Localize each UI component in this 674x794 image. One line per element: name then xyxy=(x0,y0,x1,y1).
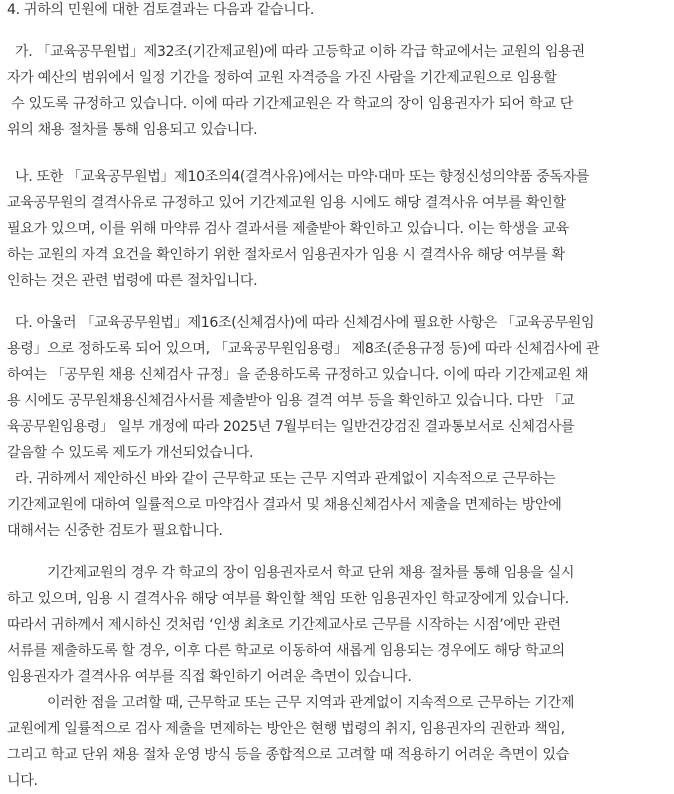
text-line: 가. 「교육공무원법」제32조(기간제교원)에 따라 고등학교 이하 각급 학교에서는 교원의 임용권 xyxy=(15,44,585,60)
text-line: 라. 귀하께서 제안하신 바와 같이 근무학교 또는 근무 지역과 관계없이 지속적으로 근무하는 xyxy=(15,471,556,487)
text-line: 용령」으로 정하도록 되어 있으며, 「교육공무원임용령」 제8조(준용규정 등)에 따라 신체검사에 관 xyxy=(7,341,600,357)
text-line: 4. 귀하의 민원에 대한 검토결과는 다음과 같습니다. xyxy=(7,2,314,18)
text-line: 서류를 제출하도록 할 경우, 이후 다른 학교로 이동하여 새롭게 임용되는 경우에도 해당 학교의 xyxy=(7,643,565,659)
text-line: 기간제교원의 경우 각 학교의 장이 임용권자로서 학교 단위 채용 절차를 통해 임용을 실시 xyxy=(47,565,575,581)
text-line: 하고 있으며, 임용 시 결격사유 해당 여부를 확인할 책임 또한 임용권자인 학교장에게 있습니다. xyxy=(7,591,569,607)
text-line: 나. 또한 「교육공무원법」제10조의4(결격사유)에서는 마약·대마 또는 향정신성의약품 중독자를 xyxy=(15,169,590,185)
text-line: 자가 예산의 범위에서 일정 기간을 정하여 교원 자격증을 가진 사람을 기간제교원으로 임용할 xyxy=(7,70,557,86)
text-line: 그리고 학교 단위 채용 절차 운영 방식 등을 종합적으로 고려할 때 적용하기 어려운 측면이 있습 xyxy=(7,747,569,763)
text-line: 니다. xyxy=(7,773,38,789)
text-line: 기간제교원에 대하여 일률적으로 마약검사 결과서 및 채용신체검사서 제출을 면제하는 방안에 xyxy=(7,497,562,513)
text-line: 용 시에도 공무원채용신체검사서를 제출받아 임용 결격 여부 등을 확인하고 있습니다. 다만 「교 xyxy=(7,393,575,409)
text-line: 다. 아울러 「교육공무원법」제16조(신체검사)에 따라 신체검사에 필요한 사항은 「교육공무원임 xyxy=(15,315,595,331)
text-line: 하여는 「공무원 채용 신체검사 규정」을 준용하도록 규정하고 있습니다. 이에 따라 기간제교원 채 xyxy=(7,367,589,383)
text-line: 위의 채용 절차를 통해 임용되고 있습니다. xyxy=(7,122,258,138)
text-line: 인하는 것은 관련 법령에 따른 절차입니다. xyxy=(7,273,258,289)
text-line: 따라서 귀하께서 제시하신 것처럼 ‘인생 최초로 기간제교사로 근무를 시작하는 시점’에만 관련 xyxy=(7,617,561,633)
text-line: 교육공무원의 결격사유로 규정하고 있어 기간제교원 임용 시에도 해당 결격사유 여부를 확인할 xyxy=(7,195,566,211)
text-line: 필요가 있으며, 이를 위해 마약류 검사 결과서를 제출받아 확인하고 있습니다. 이는 학생을 교육 xyxy=(7,221,569,237)
text-line: 이러한 점을 고려할 때, 근무학교 또는 근무 지역과 관계없이 지속적으로 근무하는 기간제 xyxy=(47,695,575,711)
text-line: 하는 교원의 자격 요건을 확인하기 위한 절차로서 임용권자가 임용 시 결격사유 해당 여부를 확 xyxy=(7,247,565,263)
text-line: 수 있도록 규정하고 있습니다. 이에 따라 기간제교원은 각 학교의 장이 임용권자가 되어 학교 단 xyxy=(7,96,573,112)
text-line: 대해서는 신중한 검토가 필요합니다. xyxy=(7,523,223,539)
text-line: 육공무원임용령」 일부 개정에 따라 2025년 7월부터는 일반건강검진 결과통보서로 신체검사를 xyxy=(7,419,575,435)
text-line: 교원에게 일률적으로 검사 제출을 면제하는 방안은 현행 법령의 취지, 임용권자의 권한과 책임, xyxy=(7,721,565,737)
text-line: 갈음할 수 있도록 제도가 개선되었습니다. xyxy=(7,445,254,461)
text-line: 임용권자가 결격사유 여부를 직접 확인하기 어려운 측면이 있습니다. xyxy=(7,669,412,685)
